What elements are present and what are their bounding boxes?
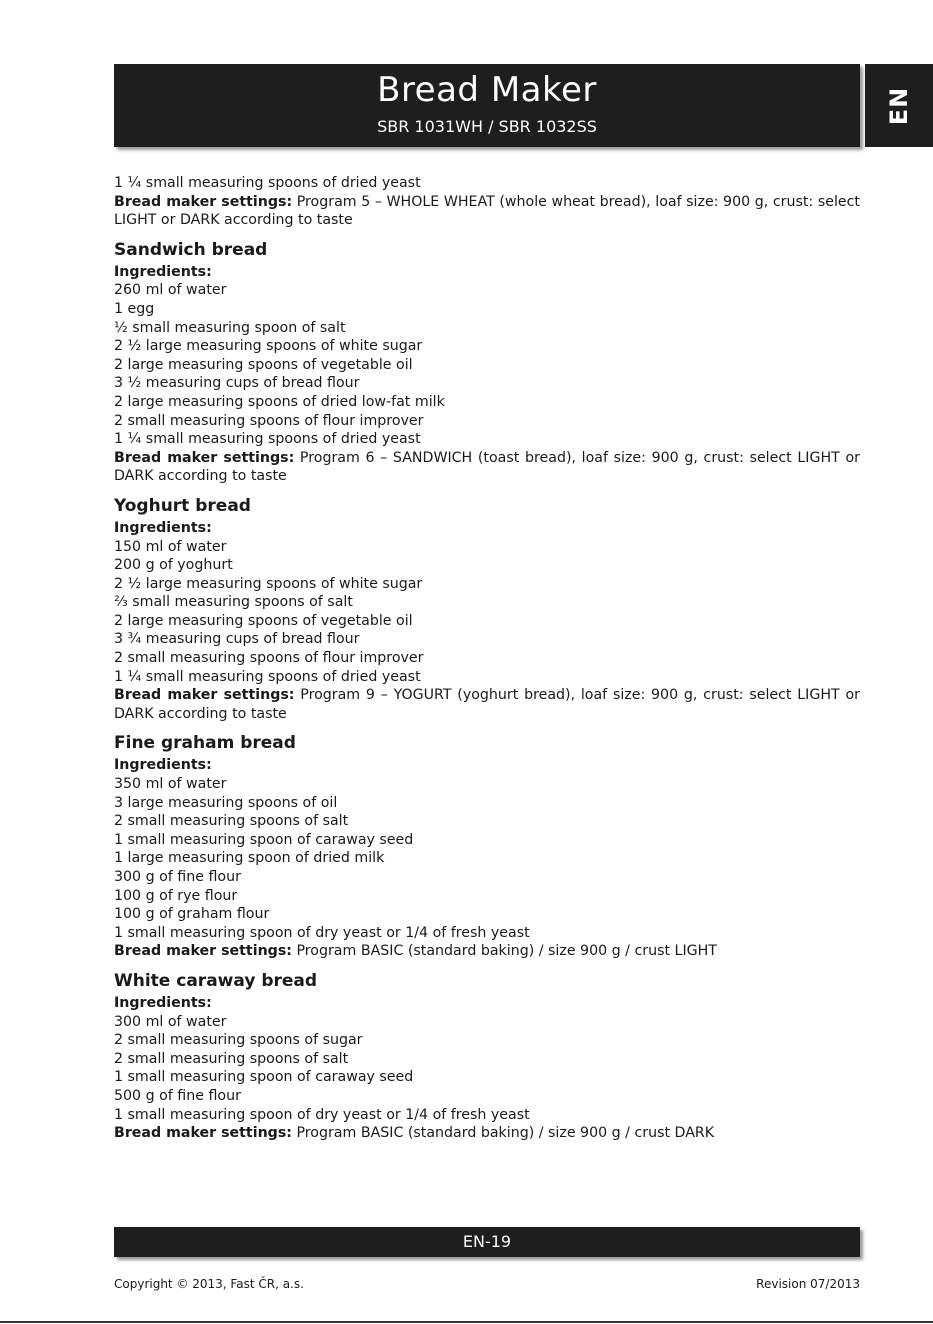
page-number-bar (114, 1227, 860, 1257)
page-header (114, 64, 860, 147)
recipe-settings (114, 942, 860, 961)
settings-text: Program 9 – YOGURT (yoghurt bread), loaf size: 900 g, crust: select LIGHT or DARK according to taste (114, 687, 860, 722)
copyright-text: Copyright © 2013, Fast ČR, a.s. (114, 1277, 304, 1291)
page-number: EN-19 (462, 1232, 512, 1251)
recipe-settings (114, 1124, 860, 1143)
ingredient-item: 2 ½ large measuring spoons of white sugar (114, 575, 423, 592)
model-subtitle: SBR 1031WH / SBR 1032SS (377, 117, 597, 136)
ingredient-item: 1 small measuring spoon of caraway seed (114, 1069, 414, 1086)
settings-label: Bread maker settings: (114, 1125, 292, 1142)
recipe-section (114, 970, 860, 1143)
settings-text: Program BASIC (standard baking) / size 900 g / crust DARK (291, 1125, 715, 1142)
recipe-list (114, 239, 860, 1143)
ingredient-item: 2 ½ large measuring spoons of white sugar (114, 338, 423, 355)
recipe-section (114, 239, 860, 486)
recipe-settings (114, 686, 860, 723)
bottom-divider (0, 1321, 933, 1323)
settings-text: Program BASIC (standard baking) / size 900 g / crust LIGHT (291, 943, 717, 960)
ingredient-item: 300 g of fine flour (114, 869, 241, 885)
settings-text: Program 6 – SANDWICH (toast bread), loaf size: 900 g, crust: select LIGHT or DARK according to taste (114, 449, 860, 485)
recipe-title: Fine graham bread (114, 733, 296, 754)
ingredient-item: ½ small measuring spoon of salt (114, 319, 346, 336)
ingredient-item: 3 ½ measuring cups of bread flour (114, 375, 360, 392)
ingredient-item: 2 small measuring spoons of salt (114, 1050, 349, 1067)
ingredient-item: 3 large measuring spoons of oil (114, 794, 338, 811)
settings-label: Bread maker settings: (114, 449, 295, 466)
recipe-settings (114, 449, 860, 486)
page-title: Bread Maker (377, 70, 597, 110)
ingredient-item: 1 large measuring spoon of dried milk (114, 850, 385, 867)
ingredient-item: 350 ml of water (114, 776, 227, 793)
ingredient-item: 300 ml of water (114, 1013, 227, 1030)
ingredient-item: 2 large measuring spoons of vegetable oil (114, 612, 413, 629)
ingredient-item: 2 small measuring spoons of flour improver (114, 412, 424, 429)
recipe-section (114, 495, 860, 724)
intro-ingredient-line: 1 ¼ small measuring spoons of dried yeast (114, 175, 421, 191)
language-tab (865, 64, 933, 147)
ingredient-item: 2 small measuring spoons of salt (114, 813, 349, 830)
ingredients-heading: Ingredients: (114, 263, 212, 280)
settings-label: Bread maker settings: (114, 687, 295, 704)
settings-label: Bread maker settings: (114, 193, 293, 210)
ingredients-heading: Ingredients: (114, 994, 212, 1011)
recipe-content (114, 174, 860, 1143)
recipe-section (114, 732, 860, 961)
ingredient-item: 100 g of rye flour (114, 887, 238, 904)
ingredient-item: ⅔ small measuring spoons of salt (114, 594, 353, 611)
ingredient-item: 1 ¼ small measuring spoons of dried yeast (114, 431, 421, 448)
settings-label: Bread maker settings: (114, 943, 292, 960)
ingredient-item: 150 ml of water (114, 538, 227, 555)
ingredient-item: 2 small measuring spoons of flour improver (114, 650, 424, 667)
ingredient-item: 1 ¼ small measuring spoons of dried yeast (114, 668, 421, 685)
ingredient-item: 1 small measuring spoon of caraway seed (114, 831, 414, 848)
ingredient-item: 1 small measuring spoon of dry yeast or 1/4 of fresh yeast (114, 1106, 530, 1123)
ingredient-item: 260 ml of water (114, 282, 227, 299)
ingredient-item: 2 large measuring spoons of dried low-fat milk (114, 393, 445, 410)
ingredient-item: 2 small measuring spoons of sugar (114, 1032, 363, 1049)
revision-text: Revision 07/2013 (756, 1277, 860, 1291)
language-label: EN (885, 86, 913, 125)
ingredient-item: 2 large measuring spoons of vegetable oil (114, 356, 413, 373)
ingredient-item: 3 ¾ measuring cups of bread flour (114, 631, 360, 648)
settings-text: Program 5 – WHOLE WHEAT (whole wheat bread), loaf size: 900 g, crust: select LIGHT or DARK according to taste (114, 193, 860, 229)
ingredients-heading: Ingredients: (114, 519, 212, 536)
ingredient-item: 1 egg (114, 300, 155, 317)
ingredient-item: 200 g of yoghurt (114, 557, 233, 574)
ingredients-heading: Ingredients: (114, 757, 212, 774)
ingredient-item: 1 small measuring spoon of dry yeast or 1/4 of fresh yeast (114, 924, 530, 941)
recipe-title: Yoghurt bread (114, 495, 251, 516)
recipe-title: White caraway bread (114, 970, 318, 991)
intro-settings (114, 193, 860, 230)
ingredient-item: 500 g of fine flour (114, 1087, 241, 1104)
recipe-title: Sandwich bread (114, 239, 268, 260)
ingredient-item: 100 g of graham flour (114, 906, 270, 923)
